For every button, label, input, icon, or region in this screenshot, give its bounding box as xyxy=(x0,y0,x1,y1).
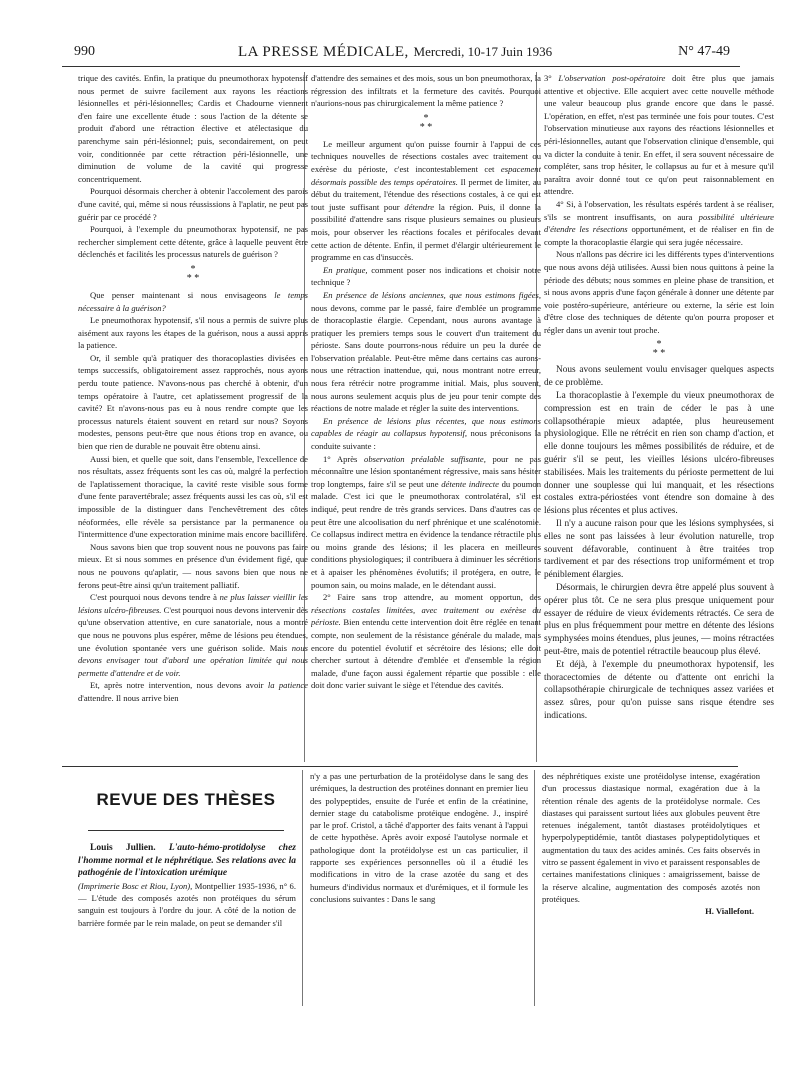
paragraph: La thoracoplastie à l'exemple du vieux pneumothorax de compression est en train de céder le pas à une collapsothérapie mieux adaptée, plus heureusement physiologique. Elle ne rétrécit en rien son champ d'action, et elle donne toujours les mêmes possibilités de réduire, et de guérir s'il se peut, les vieilles lésions ulcéro-fibreuses stabilisées. Mais les traitements du périoste permettent de lui donner une souplesse qui lui manquait, et les résections costales extra-périostées vont étendre son domaine à des lésions plus récentes et plus actives. xyxy=(544,391,774,517)
emphasis: résections costales limitées, avec traitement ou exérèse du périoste. xyxy=(311,604,541,628)
thesis-title: L'auto-hémo-protidolyse chez l'homme normal et le néphrétique. Ses relations avec la pathogénie de l'intoxication urémique xyxy=(78,843,296,879)
emphasis: En présence de lésions anciennes, que nous estimons figées, xyxy=(323,289,541,300)
header-rule xyxy=(62,66,740,67)
text-run: d'attendre. Il nous arrive bien xyxy=(78,692,179,703)
paragraph: Pourquoi désormais chercher à obtenir l'accolement des parois d'une cavité, qui, même si nous réussissions à l'aplatir, ne peut pas guérir par ce procédé ? xyxy=(78,186,308,222)
paragraph xyxy=(311,415,541,453)
emphasis: L'observation post-opératoire xyxy=(558,73,666,83)
thesis-author: Louis Jullien. xyxy=(90,843,156,853)
page-header xyxy=(60,44,740,66)
section-separator: * * * xyxy=(186,263,200,284)
emphasis: ne plus laisser vieillir les lésions ulcéro-fibreuses. xyxy=(78,592,308,615)
text-run: nous préconisons la conduite suivante : xyxy=(311,428,541,452)
paragraph: d'attendre des semaines et des mois, sous un bon pneumothorax, la régression des infiltrats et la fermeture des cavités. Pourquoi n'aurions-nous pas chirurgicalement la même patience ? xyxy=(311,73,541,109)
thesis-heading xyxy=(78,842,296,880)
column-divider xyxy=(302,770,303,1006)
emphasis: possibilité ultérieure d'étendre les résections xyxy=(544,211,774,235)
journal-name: LA PRESSE MÉDICALE, xyxy=(238,44,409,60)
paragraph: Nous savons bien que trop souvent nous ne pouvons pas faire mieux. Et si nous sommes en présence d'un évidement figé, que nous ne pouvons qu'aplatir, — nous savons bien que nous ne ferons peut-être ainsi qu'un traitement palliatif. xyxy=(78,541,308,590)
article-column-2 xyxy=(311,72,541,758)
paragraph xyxy=(544,198,774,248)
paragraph: Il n'y a aucune raison pour que les lésions symphysées, si elles ne sont pas laissées à leur évolution naturelle, trop souvent défavorable, continuent à être traitées trop tardivement et par des résections trop uniformément et trop péniblement élargies. xyxy=(544,519,774,581)
text-run: doit être plus que jamais attentive et objective. Elle acquiert avec cette nouvelle méthode une valeur beaucoup plus grande encore que dans le passé. L'opération, en effet, n'est pas terminée une fois pour toutes. C'est l'observation minutieuse aux rayons des réactions lésionnelles et péri-lésionnelles, autant que l'observation clinique d'ensemble, qui va dicter la conduite à tenir. En effet, il sera souvent nécessaire de compléter, sans trop hésiter, le collapsus au fur et à mesure qu'il paraîtra avoir donné tout ce qu'on peut raisonnablement en attendre. xyxy=(544,73,774,197)
emphasis: observation préalable suffisante, xyxy=(364,453,486,464)
paragraph xyxy=(78,591,308,679)
section-title: REVUE DES THÈSES xyxy=(96,790,276,809)
text-run: 4° Si, à l'observation, les résultats espérés tardent à se réaliser, s'ils se montrent insuffisants, on aura xyxy=(544,198,774,222)
text-run: la région. Puis, il donne la possibilité d'attendre sans risque plusieurs semaines ou plusieurs mois, pour observer les réactions focales et périfocales devant cette action de détente. Enfin, il permet d'élargir ultérieurement le programme en cas d'insuccès. xyxy=(311,201,541,263)
paragraph: Aussi bien, et quelle que soit, dans l'ensemble, l'excellence de nos résultats, assez fréquents sont les cas où, malgré la perfection de l'aplatissement thoracique, la cavité reste visible sous forme d'une fente paravertébrale; assez fréquents aussi les cas où, s'il est impossible de la distinguer dans l'enchevêtrement des côtes néoformées, elle révèle sa persistance par la permanence ou l'intermittence d'une expectoration minime mais encore bacillifère. xyxy=(78,453,308,540)
paragraph xyxy=(311,289,541,415)
emphasis: le temps nécessaire à la guérison? xyxy=(78,289,308,313)
text-run: Que penser maintenant si nous envisageons xyxy=(90,289,275,300)
emphasis: détendre xyxy=(404,201,435,212)
text-run: C'est pourquoi nous devons tendre à xyxy=(90,592,220,603)
emphasis: la patience xyxy=(267,680,308,691)
emphasis: espacement désormais possible des temps opératoires. xyxy=(311,163,541,187)
text-run: Le meilleur argument qu'on puisse fournir à l'appui de ces techniques nouvelles de résections costales avec traitement ou exérèse du périoste, c'est incontestablement cet xyxy=(311,138,541,174)
paragraph xyxy=(78,679,308,704)
emphasis: En présence de lésions plus récentes, que nous estimons capables de réagir au collapsus hypotensif, xyxy=(311,415,541,439)
paragraph xyxy=(311,453,541,592)
text-run: 3° xyxy=(544,73,559,83)
paragraph: Or, il semble qu'à pratiquer des thoracoplasties divisées en temps successifs, obligatoirement assez rapprochés, nous ayons perdu toute patience. N'avons-nous pas cherché à obtenir, d'un temps opératoire à l'autre, cet aplatissement progressif de la cavité? Et n'avons-nous pas eu à nous rendre compte que les processus naturels étaient souvent en retard sur nous? Soyons modestes, pensons peut-être que nous étions trop en avance, ou bien que rien de durable ne pouvait être obtenu ainsi. xyxy=(78,352,308,452)
column-divider xyxy=(534,770,535,1006)
paragraph xyxy=(544,72,774,198)
paragraph: Nous n'allons pas décrire ici les différents types d'interventions que nous avons déjà utilisées. Aussi bien nous quittons à peine la période des débuts; nous sommes en pleine phase de transition, et si nous avons appris d'une façon générale à donner une détente par voie postéro-supérieure, antérieure ou externe, la série est loin d'être close des techniques de détente qu'on pourra proposer et régler dans un avenir tout proche. xyxy=(544,249,774,335)
section-rule xyxy=(62,766,738,767)
text-run: nous devons, comme par le passé, faire d'emblée un programme de thoracoplastie élargie. Cependant, nous aurons avantage à pratiquer les premiers temps sous le couvert d'un traitement du périoste. Sans doute pourrons-nous réduire un peu la durée de l'observation préalable. Peut-être même dans certains cas aurons-nous une rétraction inattendue, qui, nous montrant notre erreur, nous fera rétrécir notre programme initial. Mais, plus souvent, nous aurons seulement acquis plus de jeu pour tenir compte des réactions de notre malade et régler la suite des interventions. xyxy=(311,302,541,414)
paragraph xyxy=(78,880,296,929)
text-run: Il permet de limiter, au début du traitement, l'étendue des résections costales, à ce qui est tout juste suffisant pour xyxy=(311,176,541,212)
paragraph: Pourquoi, à l'exemple du pneumothorax hypotensif, ne pas rechercher simplement cette détente, grâce à laquelle peuvent être déclenchés et facilités les processus naturels de guérison ? xyxy=(78,224,308,260)
article-column-3 xyxy=(544,72,774,758)
paragraph xyxy=(78,289,308,314)
section-separator: * * * xyxy=(652,339,666,360)
text-run: C'est pourquoi nous devons intervenir dès qu'une observation attentive, en cure sanatoriale, nous a montré que nous ne pouvons plus espérer, même de lésions peu étendues, une évolution spontanée vers une guérison solide. Mais xyxy=(78,604,308,653)
paragraph: des néphrétiques existe une protéidolyse intense, exagération d'un processus diastasique normal, exagération due à la rétention rénale des agents de la protéidolyse normale. Ces diastases qui paraissent surtout liées aux globules peuvent être retenues inégalement, tantôt diastases protéidolytiques et hyperpolypeptidémie, tantôt diastases polypeptidolytiques et augmentation du taux des acides aminés. Ces faits observés in vitro se passent également in vivo et paraissent responsables de certaines manifestations cliniques : amaigrissement, baisse de la réserve alcaline, augmentation des composés azotés non protéiques. xyxy=(542,771,760,904)
text-run: Et, après notre intervention, nous devons avoir xyxy=(90,680,268,691)
text-run: 2° Faire sans trop attendre, au moment opportun, des xyxy=(323,592,541,603)
paragraph: trique des cavités. Enfin, la pratique du pneumothorax hypotensif nous permet de suivre facilement aux rayons les réactions lésionnelles et péri-lésionnelles; Cardis et Chadourne viennent d'en faire une excellente étude : sous l'action de la détente se produit d'abord une rétraction élective et atélectasique du parenchyme sain péri-lésionnel; puis, secondairement, on peut voir, conditionnée par cette rétraction péri-lésionnelle, une diminution de volume de la cavité qui progresse concentriquement. xyxy=(78,73,308,184)
thesis-review-column-3 xyxy=(542,770,760,1000)
emphasis: En pratique, xyxy=(323,264,368,275)
article-column-1 xyxy=(78,72,308,758)
text-run: pour ne pas méconnaître une lésion spontanément régressive, mais sans hésiter trop longtemps, faire s'il se peut une xyxy=(311,453,541,489)
title-rule xyxy=(88,830,284,831)
text-run: Bien entendu cette intervention doit être réglée en tenant compte, non seulement de la résistance générale du malade, mais encore du potentiel évolutif et sécrétoire des lésions; elle doit chercher surtout à détendre d'emblée et d'ensemble la région malade, d'une façon aussi également répartie que possible : elle doit donc varier suivant le siège et l'étendue des cavités. xyxy=(311,617,541,691)
paragraph: Le pneumothorax hypotensif, s'il nous a permis de suivre plus aisément aux rayons les étapes de la guérison, nous a aussi appris la patience. xyxy=(78,315,308,351)
paragraph: n'y a pas une perturbation de la protéidolyse dans le sang des urémiques, la destruction des protéines donnant en premier lieu des polypeptides, ensuite de l'urée et enfin de la créatinine, dernier stage du catabolisme protéique endogène. J., inspiré par le prof. Cristol, a tâché d'apporter des faits venant à l'appui de cette hypothèse. Après avoir exposé l'autolyse normale et pathologique dont la protéidolyse est un cas particulier, il rapporte ses expériences personnelles où il a étudié les modifications in vitro de la crase azotée du sang et des humeurs d'individus normaux et d'urémiques, et il formule les conclusions suivantes : Dans le sang xyxy=(310,771,528,904)
thesis-review-column-1 xyxy=(78,842,296,1072)
text-run: du poumon malade. C'est ici que le pneumothorax controlatéral, s'il est indiqué, peut rendre de très grands services. Dans d'autres cas ce peut être une alcoolisation du nerf phrénique et une scalénotomie. Ce collapsus indirect mettra en évidence la tendance rétractile plus ou moins grande des lésions; il les placera en meilleures conditions physiologiques; il contribuera à diminuer les sécrétions et à apaiser les phénomènes évolutifs; il protégera, en outre, le poumon sain, ou moins malade, en le détendant aussi. xyxy=(311,478,541,590)
page-number: 990 xyxy=(74,44,95,59)
section-separator: * * * xyxy=(419,112,433,133)
text-run: Montpellier 1935-1936, n° 6. — L'étude des composés azotés non protéiques du sérum sanguin est toujours à l'ordre du jour. A côté de la notion de barrière formée par le rein malade, on peut se demander s'il xyxy=(78,880,296,928)
text-run: opportunément, et de réaliser en fin de compte la thoracoplastie élargie qui sera jugée nécessaire. xyxy=(544,224,774,247)
issue-number: N° 47-49 xyxy=(678,44,730,59)
thesis-review-column-2 xyxy=(310,770,528,1000)
journal-title xyxy=(238,44,552,61)
emphasis: détente indirecte xyxy=(441,478,499,489)
paragraph xyxy=(311,264,541,289)
paragraph xyxy=(311,138,541,264)
emphasis: nous devons envisager tout d'abord une opération limitée qui nous permette d'attendre et de voir. xyxy=(78,642,308,678)
text-run: comment poser nos indications et choisir notre technique ? xyxy=(311,264,541,288)
paragraph: Désormais, le chirurgien devra être appelé plus souvent à opérer plus tôt. Ce ne sera plus presque uniquement pour essayer de réduire de vieux évidements rétractés. Ce sera de plus en plus fréquemment pour mettre en détente des lésions symphysées moins étendues, plus jeunes, — moins rétractées peut-être, mais de potentiel rétractile beaucoup plus élevé. xyxy=(544,583,774,657)
paragraph: Nous avons seulement voulu envisager quelques aspects de ce problème. xyxy=(544,365,774,389)
paragraph xyxy=(311,591,541,692)
thesis-publisher: (Imprimerie Bosc et Riou, Lyon), xyxy=(78,880,193,891)
paragraph: Et déjà, à l'exemple du pneumothorax hypotensif, les thoracectomies de détente ou d'attente ont enrichi la collapsothérapie chirurgicale de techniques assez variées et assez sûres, pour qu'on puisse sans risque étendre ses indications. xyxy=(544,659,774,721)
text-run: 1° Après xyxy=(323,453,365,464)
issue-date: Mercredi, 10-17 Juin 1936 xyxy=(413,44,553,59)
reviewer-signature: H. Viallefont. xyxy=(705,906,754,917)
